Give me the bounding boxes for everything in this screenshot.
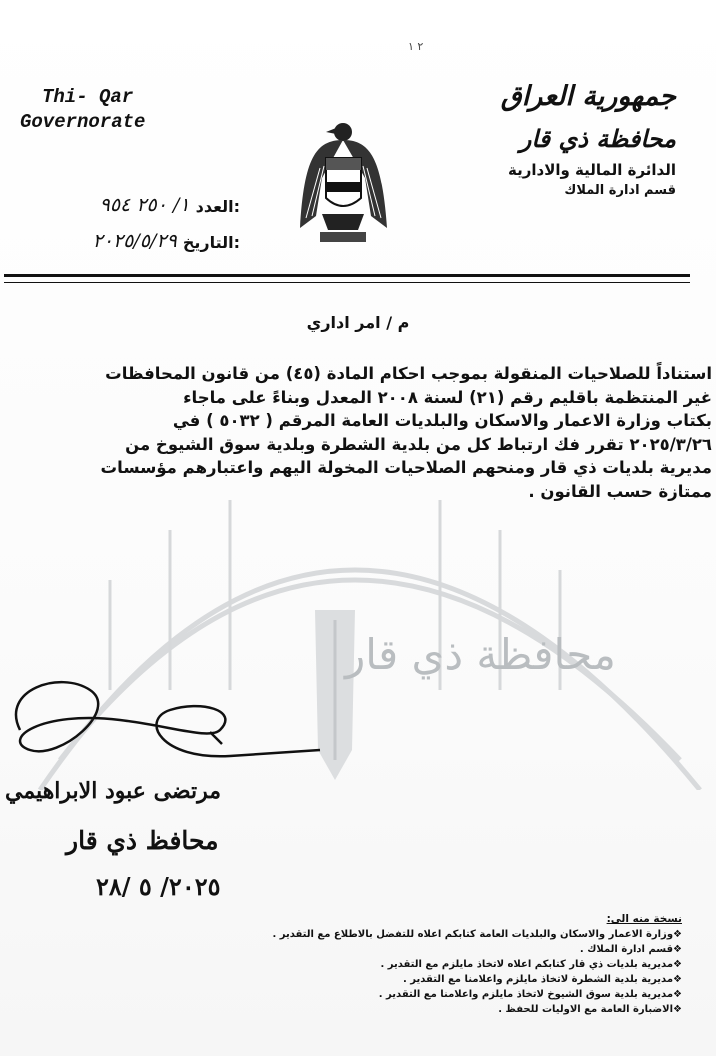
signatory-name: مرتضى عبود الابراهيمي — [5, 778, 222, 804]
section-name: قسم ادارة الملاك — [564, 183, 676, 198]
governorate-english — [20, 85, 145, 135]
copy-item: ❖ الاضبارة العامة مع الاوليات للحفظ . — [212, 1002, 682, 1017]
copies-list — [212, 912, 682, 1017]
copy-item: ❖ مديرية بلدية الشطرة لاتخاذ مايلزم واعلامنا مع التقدير . — [212, 972, 682, 987]
copy-item: ❖ مديرية بلدية سوق الشيوخ لاتخاذ مايلزم واعلامنا مع التقدير . — [212, 987, 682, 1002]
order-body — [0, 362, 712, 503]
body-line: ٢٠٢٥/٣/٢٦ تقرر فك ارتباط كل من بلدية الشطرة وبلدية سوق الشيوخ من — [125, 434, 712, 454]
header-divider-thin — [4, 282, 690, 283]
copies-title: نسخة منه الى: — [606, 913, 682, 925]
reference-number-row — [40, 180, 240, 216]
governorate-arabic: محافظة ذي قار — [519, 124, 676, 153]
republic-of-iraq: جمهورية العراق — [500, 81, 676, 112]
governorate-english-line-2: Governorate — [20, 111, 146, 133]
reference-number-label: العدد: — [195, 197, 240, 216]
subject-line: م / امر اداري — [306, 313, 410, 332]
body-line: بكتاب وزارة الاعمار والاسكان والبلديات العامة المرقم ( ٥٠٣٢ ) في — [172, 411, 712, 430]
arabic-header — [466, 75, 676, 201]
body-line: مديرية بلديات ذي قار ومنحهم الصلاحيات المخولة اليهم واعتبارهم مؤسسات — [100, 458, 712, 477]
top-marks: ٢ ١ — [408, 40, 424, 53]
reference-date-label: التاريخ: — [182, 233, 240, 252]
iraq-eagle-emblem-icon — [296, 118, 391, 250]
reference-date-row — [40, 216, 240, 252]
body-line: غير المنتظمة باقليم رقم (٢١) لسنة ٢٠٠٨ المعدل وبناءً على ماجاء — [183, 387, 712, 407]
handwritten-signature — [0, 670, 330, 780]
body-line: ممتازة حسب القانون . — [528, 481, 712, 501]
signature-date: ٢٠٢٥/ ٥ /٢٨ — [96, 872, 221, 901]
copy-item: ❖ وزارة الاعمار والاسكان والبلديات العامة كتابكم اعلاه للتفضل بالاطلاع مع التقدير . — [212, 927, 682, 942]
reference-date-value: ٢٠٢٥/٥/٢٩ — [92, 230, 177, 252]
governorate-english-line-1: Thi- Qar — [42, 86, 134, 108]
reference-number-value: ١/ ٢٥٠ ٩٥٤ — [99, 194, 190, 216]
department-name: الدائرة المالية والادارية — [508, 161, 676, 179]
copy-item: ❖ قسم ادارة الملاك . — [212, 942, 682, 957]
copy-item: ❖ مديرية بلديات ذي قار كتابكم اعلاه لاتخاذ مايلزم مع التقدير . — [212, 957, 682, 972]
reference-block — [40, 180, 240, 252]
body-line: استناداً للصلاحيات المنقولة بموجب احكام المادة (٤٥) من قانون المحافظات — [105, 364, 712, 383]
watermark-text: محافظة ذي قار — [345, 630, 616, 679]
header-divider — [4, 274, 690, 277]
signatory-title: محافظ ذي قار — [66, 826, 219, 855]
